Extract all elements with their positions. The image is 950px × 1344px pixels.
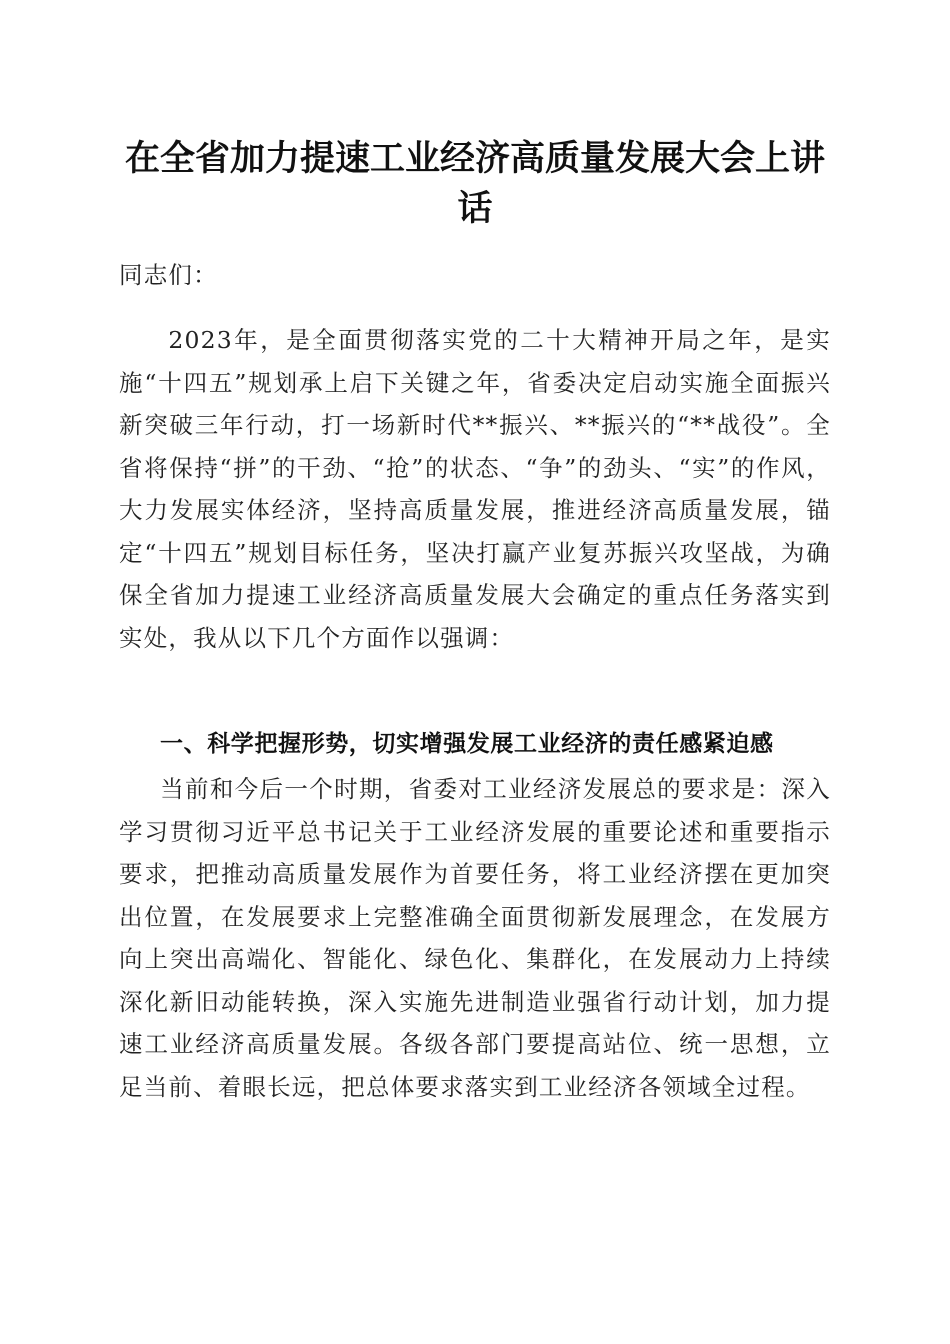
paragraph-intro: 2023年，是全面贯彻落实党的二十大精神开局之年，是实施“十四五”规划承上启下关键之年，省委决定启动实施全面振兴新突破三年行动，打一场新时代**振兴、**振兴的“**战役”。全省将保持“拼”的干劲、“抢”的状态、“争”的劲头、“实”的作风，大力发展实体经济，坚持高质量发展，推进经济高质量发展，锚定“十四五”规划目标任务，坚决打赢产业复苏振兴攻坚战，为确保全省加力提速工业经济高质量发展大会确定的重点任务落实到实处，我从以下几个方面作以强调： [119, 326, 831, 652]
greeting: 同志们： [119, 261, 218, 289]
section-heading-1: 一、科学把握形势，切实增强发展工业经济的责任感紧迫感 [160, 731, 774, 757]
document-title: 在全省加力提速工业经济高质量发展大会上讲话 [124, 138, 825, 229]
paragraph-section-1: 当前和今后一个时期，省委对工业经济发展总的要求是：深入学习贯彻习近平总书记关于工业经济发展的重要论述和重要指示要求，把推动高质量发展作为首要任务，将工业经济摆在更加突出位置，在发展要求上完整准确全面贯彻新发展理念，在发展方向上突出高端化、智能化、绿色化、集群化，在发展动力上持续深化新旧动能转换，深入实施先进制造业强省行动计划，加力提速工业经济高质量发展。各级各部门要提高站位、统一思想，立足当前、着眼长远，把总体要求落实到工业经济各领域全过程。 [119, 775, 831, 1101]
